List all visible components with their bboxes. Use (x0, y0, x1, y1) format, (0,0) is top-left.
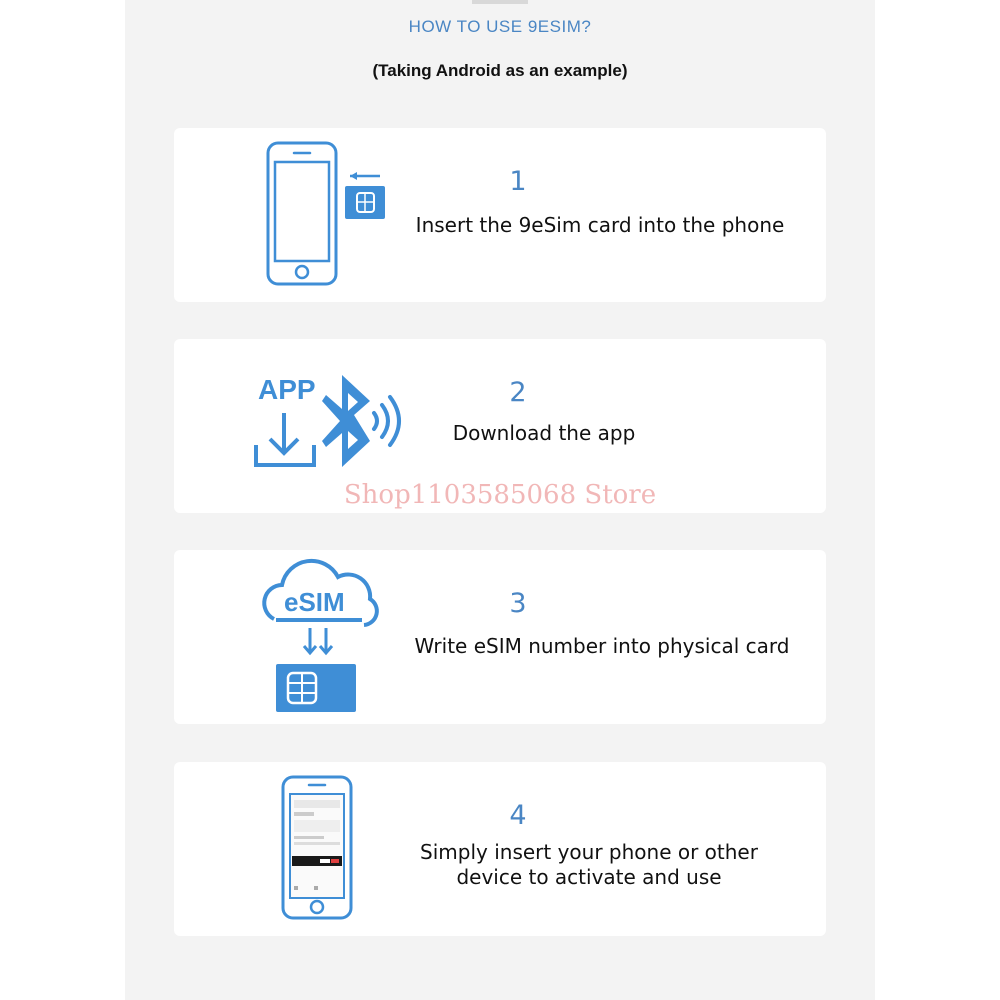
step-card-1 (174, 128, 826, 302)
step-description: Insert the 9eSim card into the phone (415, 213, 785, 237)
step-number: 2 (509, 377, 527, 408)
esim-cloud-card-icon (254, 554, 384, 719)
step-description: Write eSIM number into physical card (414, 634, 790, 658)
step-number: 3 (509, 588, 527, 619)
page-subtitle: (Taking Android as an example) (372, 61, 628, 80)
step-card-3 (174, 550, 826, 724)
step-description: Simply insert your phone or other device to activate and use (420, 840, 758, 889)
step-number: 1 (509, 166, 527, 197)
step-card-4 (174, 762, 826, 936)
phone-activate-icon (280, 774, 356, 927)
page-title: HOW TO USE 9ESIM? (408, 17, 592, 36)
top-notch (472, 0, 528, 4)
store-watermark: Shop1103585068 Store (343, 480, 657, 510)
app-label: APP (258, 374, 316, 405)
phone-sim-insert-icon (264, 140, 404, 295)
step-number: 4 (509, 800, 527, 831)
esim-label: eSIM (284, 587, 345, 617)
step-description: Download the app (452, 421, 636, 445)
